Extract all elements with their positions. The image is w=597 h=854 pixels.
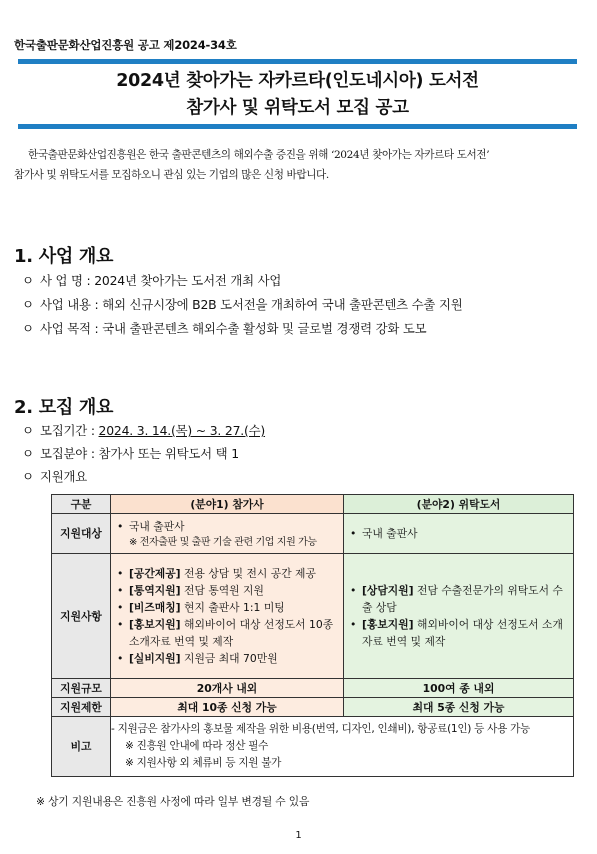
support-field2 bbox=[344, 554, 574, 679]
intro-line-1: 한국출판문화산업진흥원은 한국 출판콘텐츠의 해외수출 증진을 위해 ‘2024년 찾아가는 자카르타 도서전’ bbox=[28, 149, 490, 161]
header-field1: (분야1) 참가사 bbox=[111, 495, 344, 514]
bullet-marker: ㅇ bbox=[22, 423, 34, 438]
item-label: 모집분야 : bbox=[40, 446, 95, 461]
bullet-marker: ㅇ bbox=[22, 321, 34, 336]
section2-heading: 2. 모집 개요 bbox=[14, 397, 114, 418]
support-field1 bbox=[111, 554, 344, 679]
item-label: 지원개요 bbox=[40, 469, 88, 484]
bullet-marker: ㅇ bbox=[22, 446, 34, 461]
section1-item-content bbox=[22, 295, 462, 313]
table-row-target bbox=[52, 514, 574, 554]
item-value: 해외 신규시장에 B2B 도서전을 개최하여 국내 출판콘텐츠 수출 지원 bbox=[102, 297, 463, 312]
target-note: ※ 전자출판 및 출판 기술 관련 기업 지원 가능 bbox=[129, 536, 317, 548]
list-item: • 국내 출판사 bbox=[362, 525, 567, 542]
table-row-scale bbox=[52, 679, 574, 698]
list-item: • 국내 출판사 bbox=[129, 518, 337, 535]
section1-item-name bbox=[22, 271, 281, 289]
item-value: 2024. 3. 14.(목) ~ 3. 27.(수) bbox=[98, 423, 266, 438]
footnote: ※ 상기 지원내용은 진흥원 사정에 따라 일부 변경될 수 있음 bbox=[36, 795, 310, 808]
header-field2: (분야2) 위탁도서 bbox=[344, 495, 574, 514]
list-item: • [홍보지원] 해외바이어 대상 선정도서 10종 소개자료 번역 및 제작 bbox=[129, 616, 337, 650]
item-label: 사 업 명 : bbox=[40, 273, 91, 288]
list-item: • [상담지원] 전담 수출전문가의 위탁도서 수출 상담 bbox=[362, 582, 567, 616]
section2-item-period bbox=[22, 421, 265, 439]
remarks-cell bbox=[111, 717, 574, 777]
row-label: 지원제한 bbox=[52, 698, 111, 717]
list-item: • [홍보지원] 해외바이어 대상 선정도서 소개자료 번역 및 제작 bbox=[362, 616, 567, 650]
title-top-rule bbox=[18, 59, 577, 64]
support-table bbox=[51, 494, 574, 777]
item-value: 참가사 또는 위탁도서 택 1 bbox=[98, 446, 239, 461]
scale-field2: 100여 종 내외 bbox=[344, 679, 574, 698]
remarks-line-3: ※ 지원사항 외 체류비 등 지원 불가 bbox=[125, 757, 282, 769]
title-line-2: 참가사 및 위탁도서 모집 공고 bbox=[186, 98, 409, 118]
announcement-number: 한국출판문화산업진흥원 공고 제2024-34호 bbox=[14, 38, 237, 52]
table-row-support bbox=[52, 554, 574, 679]
list-item: • [통역지원] 전담 통역원 지원 bbox=[129, 582, 337, 599]
limit-field1: 최대 10종 신청 가능 bbox=[111, 698, 344, 717]
title-line-1: 2024년 찾아가는 자카르타(인도네시아) 도서전 bbox=[116, 71, 479, 91]
item-value: 국내 출판콘텐츠 해외수출 활성화 및 글로벌 경쟁력 강화 도모 bbox=[102, 321, 427, 336]
bullet-marker: ㅇ bbox=[22, 297, 34, 312]
section2-item-overview bbox=[22, 467, 87, 485]
header-gubun: 구분 bbox=[52, 495, 111, 514]
row-label: 지원규모 bbox=[52, 679, 111, 698]
remarks-line-1: - 지원금은 참가사의 홍보물 제작을 위한 비용(번역, 디자인, 인쇄비), 항공료(1인) 등 사용 가능 bbox=[111, 723, 530, 735]
section2-item-field bbox=[22, 444, 239, 462]
row-label: 비고 bbox=[52, 717, 111, 777]
section1-item-purpose bbox=[22, 319, 426, 337]
page-number: 1 bbox=[295, 830, 302, 841]
title-bottom-rule bbox=[18, 124, 577, 129]
item-label: 모집기간 : bbox=[40, 423, 95, 438]
list-item: • [비즈매칭] 현지 출판사 1:1 미팅 bbox=[129, 599, 337, 616]
bullet-marker: ㅇ bbox=[22, 273, 34, 288]
row-label: 지원사항 bbox=[52, 554, 111, 679]
bullet-marker: ㅇ bbox=[22, 469, 34, 484]
item-label: 사업 내용 : bbox=[40, 297, 99, 312]
intro-line-2: 참가사 및 위탁도서를 모집하오니 관심 있는 기업의 많은 신청 바랍니다. bbox=[14, 169, 329, 181]
list-item: • [공간제공] 전용 상담 및 전시 공간 제공 bbox=[129, 565, 337, 582]
list-item: • [실비지원] 지원금 최대 70만원 bbox=[129, 650, 337, 667]
target-field2 bbox=[344, 514, 574, 554]
remarks-line-2: ※ 진흥원 안내에 따라 정산 필수 bbox=[125, 740, 269, 752]
target-field1 bbox=[111, 514, 344, 554]
intro-paragraph bbox=[14, 145, 584, 185]
item-label: 사업 목적 : bbox=[40, 321, 99, 336]
row-label: 지원대상 bbox=[52, 514, 111, 554]
limit-field2: 최대 5종 신청 가능 bbox=[344, 698, 574, 717]
table-row-limit bbox=[52, 698, 574, 717]
section1-heading: 1. 사업 개요 bbox=[14, 246, 114, 267]
table-header-row bbox=[52, 495, 574, 514]
item-value: 2024년 찾아가는 도서전 개최 사업 bbox=[94, 273, 282, 288]
scale-field1: 20개사 내외 bbox=[111, 679, 344, 698]
table-row-remarks bbox=[52, 717, 574, 777]
